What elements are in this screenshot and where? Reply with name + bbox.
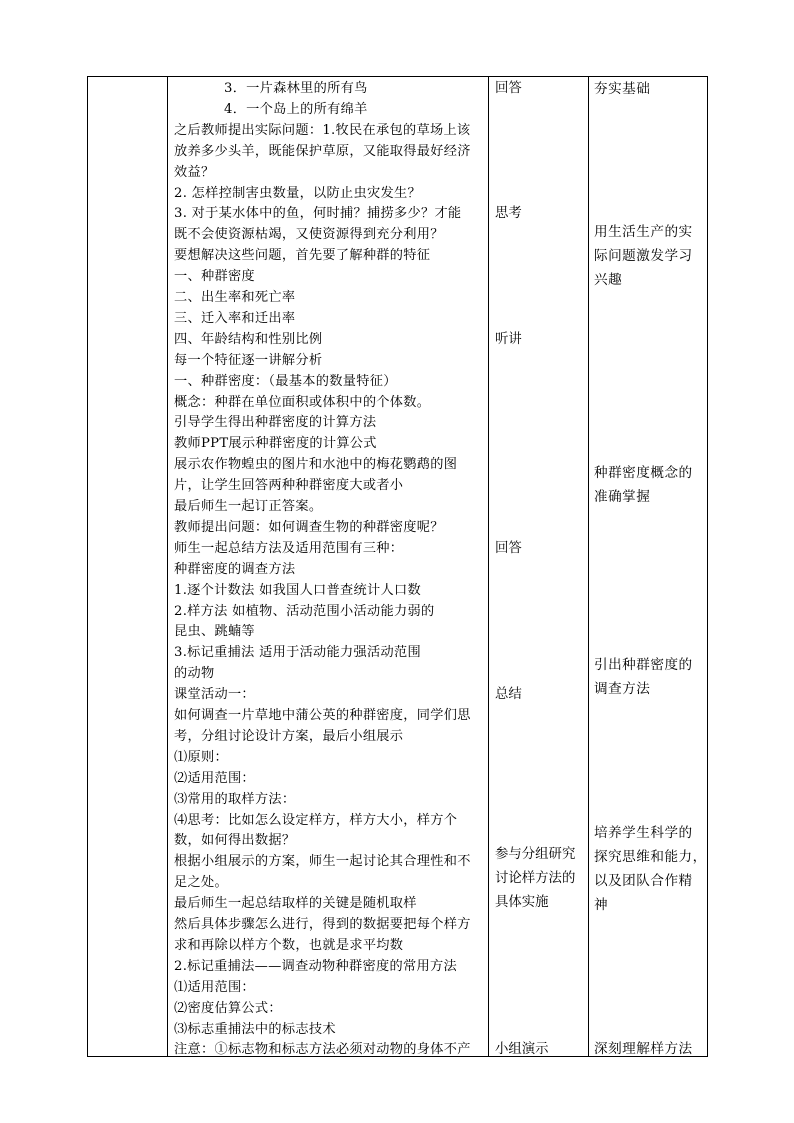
lesson-line: 然后具体步骤怎么进行，得到的数据要把每个样方 [174,917,471,932]
lesson-line: ⑶标志重捕法中的标志技术 [174,1021,336,1037]
lesson-line: 的动物 [174,666,215,682]
lesson-line: 数，如何得出数据？ [174,833,296,849]
lesson-line: 2. 怎样控制害虫数量，以防止虫灾发生？ [174,185,421,201]
design-intent-text: 夯实基础 [594,81,651,97]
lesson-line: 三、迁入率和迁出率 [174,310,296,326]
lesson-line: 效益？ [174,164,215,180]
design-intent-text: 神 [594,897,609,913]
design-intent-text: 际问题激发学习 [594,248,693,264]
lesson-line: 求和再除以样方个数，也就是求平均数 [174,937,404,953]
lesson-line: 3．一片森林里的所有鸟 [224,81,368,96]
table-top-border [87,76,708,77]
lesson-line: 种群密度的调查方法 [174,561,296,577]
lesson-line: 四、年龄结构和性别比例 [174,331,323,347]
design-intent-text: 以及团队合作精 [594,873,693,889]
lesson-line: 二、出生率和死亡率 [174,290,296,305]
lesson-line: 一、种群密度：（最基本的数量特征） [174,373,397,389]
lesson-line: 2.标记重捕法——调查动物种群密度的常用方法 [174,958,457,974]
lesson-line: 引导学生得出种群密度的计算方法 [174,415,377,431]
design-intent-text: 种群密度概念的 [594,465,693,481]
lesson-line: 3. 对于某水体中的鱼，何时捕？捕捞多少？才能 [174,206,462,222]
lesson-line: ⑴原则： [174,749,228,765]
lesson-line: ⑴适用范围： [174,979,255,995]
lesson-line: 教师提出问题：如何调查生物的种群密度呢？ [174,519,444,535]
lesson-line: 教师PPT展示种群密度的计算公式 [174,436,377,452]
lesson-line: 4．一个岛上的所有绵羊 [224,101,368,117]
design-intent-text: 用生活生产的实 [594,224,693,240]
design-intent-text: 探究思维和能力， [594,849,707,865]
design-intent-text: 引出种群密度的 [594,657,693,673]
lesson-line: ⑷思考：比如怎么设定样方，样方大小，样方个 [174,812,458,828]
lesson-line: 足之处。 [174,875,228,891]
student-activity-text: 具体实施 [495,895,549,911]
lesson-line: 片，让学生回答两种种群密度大或者小 [174,478,404,494]
lesson-line: 师生一起总结方法及适用范围有三种： [174,540,404,556]
lesson-line: 根据小组展示的方案，师生一起讨论其合理性和不 [174,854,471,870]
lesson-line: ⑵适用范围： [174,770,255,786]
column-divider-3 [588,76,589,1057]
lesson-line: 3.标记重捕法 适用于活动能力强活动范围 [174,645,421,661]
lesson-line: 考，分组讨论设计方案，最后小组展示 [174,728,404,744]
student-activity-text: 总结 [495,687,522,703]
column-divider-1 [167,76,168,1057]
lesson-line: 2.样方法 如植物、活动范围小活动能力弱的 [174,603,435,619]
lesson-line: 如何调查一片草地中蒲公英的种群密度，同学们思 [174,708,471,723]
lesson-line: 最后师生一起订正答案。 [174,499,323,514]
lesson-line: 一、种群密度 [174,269,255,285]
design-intent-text: 培养学生科学的 [594,825,693,841]
column-divider-2 [488,76,489,1057]
lesson-line: 注意：①标志物和标志方法必须对动物的身体不产 [174,1042,471,1058]
design-intent-text: 准确掌握 [594,489,651,505]
student-activity-text: 回答 [495,540,522,556]
lesson-line: 概念：种群在单位面积或体积中的个体数。 [174,394,431,410]
lesson-line: 展示农作物蝗虫的图片和水池中的梅花鹦鹉的图 [174,457,458,473]
lesson-line: 昆虫、跳蝻等 [174,624,255,640]
lesson-line: 放养多少头羊，既能保护草原，又能取得最好经济 [174,143,471,159]
design-intent-text: 兴趣 [594,272,623,288]
lesson-line: 最后师生一起总结取样的关键是随机取样 [174,896,417,912]
student-activity-text: 回答 [495,81,522,96]
student-activity-text: 思考 [495,206,522,222]
student-activity-text: 小组演示 [495,1042,549,1058]
lesson-line: 之后教师提出实际问题：1.牧民在承包的草场上该 [174,122,471,138]
student-activity-text: 参与分组研究 [495,847,576,863]
lesson-line: 每一个特征逐一讲解分析 [174,352,323,368]
student-activity-text: 听讲 [495,331,522,347]
lesson-line: ⑵密度估算公式： [174,1000,282,1016]
lesson-line: 既不会使资源枯竭，又使资源得到充分利用？ [174,227,444,243]
lesson-line: 课堂活动一： [174,687,255,703]
lesson-line: 要想解决这些问题，首先要了解种群的特征 [174,248,431,264]
student-activity-text: 讨论样方法的 [495,871,576,887]
lesson-line: ⑶常用的取样方法： [174,791,296,807]
design-intent-text: 调查方法 [594,681,651,697]
lesson-line: 1.逐个计数法 如我国人口普查统计人口数 [174,582,421,598]
design-intent-text: 深刻理解样方法 [594,1041,693,1057]
